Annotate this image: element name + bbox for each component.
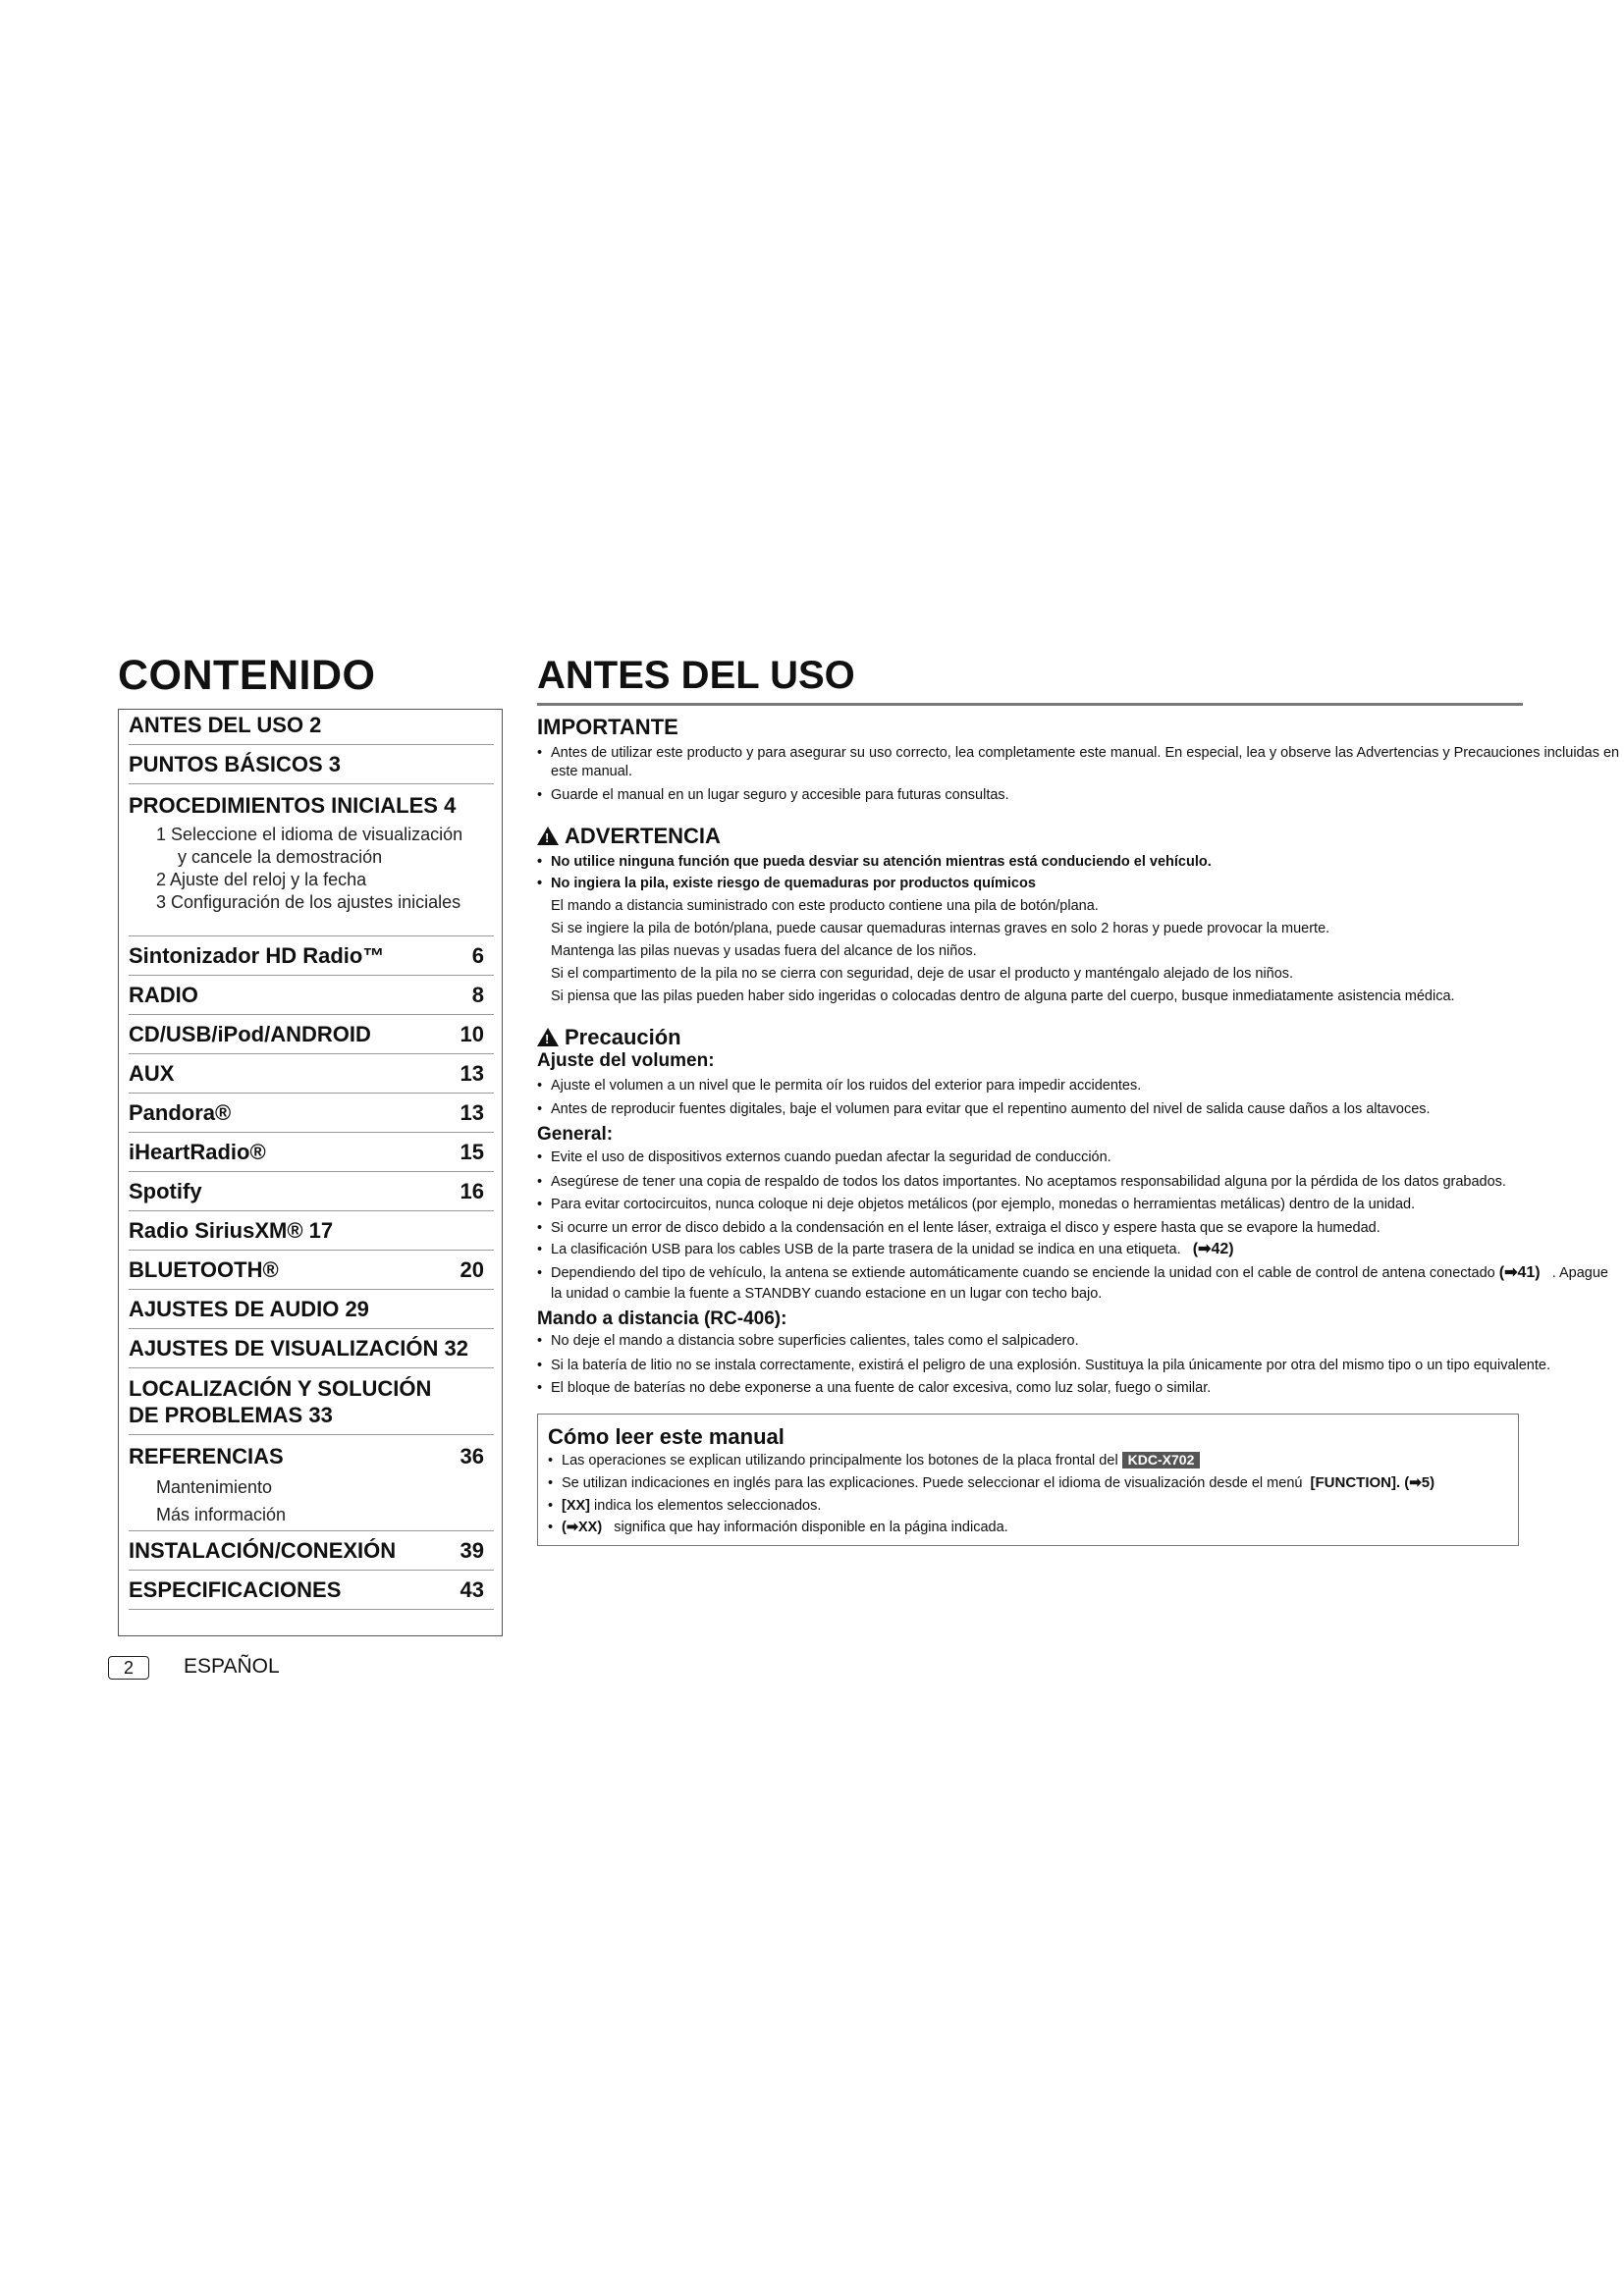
toc-item-label: AJUSTES DE VISUALIZACIÓN 32 [129,1336,468,1361]
how-to-read-box [537,1414,1519,1546]
general-heading: General: [537,1124,614,1145]
general-text: La clasificación USB para los cables USB de la parte trasera de la unidad se indica en una etiqueta. [551,1242,1181,1257]
how-to-read-line [548,1519,1008,1536]
general-text: Dependiendo del tipo de vehículo, la antena se extiende automáticamente cuando se enciende la unidad con el cable de control de antena conectado [551,1265,1495,1281]
importante-text: Guarde el manual en un lugar seguro y accesible para futuras consultas. [551,787,1009,803]
toc-item-label-line2: DE PROBLEMAS 33 [129,1403,333,1427]
advertencia-line: Mantenga las pilas nuevas y usadas fuera del alcance de los niños. [551,943,977,959]
toc-item-siriusxm[interactable] [129,1210,494,1251]
toc-item-label: ESPECIFICACIONES [129,1577,342,1602]
mando-text: No deje el mando a distancia sobre superficies calientes, tales como el salpicadero. [551,1333,1079,1349]
toc-subitem[interactable]: Más información [156,1505,287,1524]
toc-item-label: AJUSTES DE AUDIO 29 [129,1297,369,1321]
toc-item-page: 36 [460,1444,484,1468]
advertencia-line: Si se ingiere la pila de botón/plana, puede causar quemaduras internas graves en solo 2 horas y puede provocar la muerte. [551,921,1330,936]
toc-item-referencias[interactable] [129,1434,494,1531]
toc-item-aux[interactable] [129,1053,494,1094]
toc-box [118,709,503,1636]
general-line: la unidad o cambie la fuente a STANDBY cuando estacione en un lugar con techo bajo. [551,1286,1103,1302]
caution-icon [537,1028,559,1046]
toc-item-page: 20 [460,1257,484,1282]
toc-item-bluetooth[interactable] [129,1250,494,1290]
warning-icon [537,827,559,845]
toc-item-page: 39 [460,1538,484,1563]
mando-text: Si la batería de litio no se instala correctamente, existirá el peligro de una explosión. Sustituya la pila únicamente por otra del mismo tipo o un tipo equivalente. [551,1358,1550,1373]
toc-subitem: y cancele la demostración [178,847,383,867]
how-to-read-line [548,1497,821,1515]
toc-item-label: Spotify [129,1179,202,1203]
advertencia-line: El mando a distancia suministrado con este producto contiene una pila de botón/plana. [551,898,1099,914]
toc-subitem[interactable]: 1 Seleccione el idioma de visualización [156,825,463,844]
importante-line [537,786,1009,804]
toc-item-label: INSTALACIÓN/CONEXIÓN [129,1538,397,1563]
precaucion-heading [537,1025,681,1050]
mando-line [537,1379,1211,1397]
toc-subitem[interactable]: 2 Ajuste del reloj y la fecha [156,870,367,889]
toc-item-iheartradio[interactable] [129,1132,494,1172]
toc-item-hd-radio[interactable] [129,935,494,976]
how-to-read-text: Las operaciones se explican utilizando principalmente los botones de la placa frontal del [562,1453,1118,1468]
general-line [537,1264,1608,1282]
toc-item-pandora[interactable] [129,1093,494,1133]
page-language: ESPAÑOL [184,1655,280,1678]
volumen-line [537,1077,1141,1095]
toc-subitem[interactable]: Mantenimiento [156,1477,273,1497]
precaucion-label: Precaución [565,1025,681,1049]
toc-item-page: 13 [460,1061,484,1086]
advertencia-heading [537,824,721,849]
volumen-text: Antes de reproducir fuentes digitales, baje el volumen para evitar que el repentino aumento del nivel de salida cause daños a los altavoces. [551,1101,1431,1117]
toc-item-page: 43 [460,1577,484,1602]
toc-item-page: 8 [471,983,484,1007]
importante-line: este manual. [551,764,633,779]
general-line [537,1219,1380,1237]
model-badge: KDC-X702 [1122,1452,1201,1468]
title-divider [537,703,1523,706]
advertencia-text: No utilice ninguna función que pueda desviar su atención mientras está conduciendo el vehículo. [551,854,1212,870]
advertencia-text: No ingiera la pila, existe riesgo de quemaduras por productos químicos [551,876,1036,891]
toc-item-problemas[interactable] [129,1367,494,1435]
general-text: Evite el uso de dispositivos externos cuando puedan afectar la seguridad de conducción. [551,1149,1111,1165]
toc-item-cd-usb[interactable] [129,1014,494,1054]
advertencia-line: Si el compartimento de la pila no se cierra con seguridad, deje de usar el producto y manténgalo alejado de los niños. [551,966,1294,982]
function-key: [FUNCTION]. [1310,1474,1401,1491]
page-number: 2 [108,1656,149,1680]
how-to-read-text: indica los elementos seleccionados. [594,1498,822,1514]
importante-heading: IMPORTANTE [537,715,678,739]
how-to-read-line [548,1474,1435,1492]
toc-item-label: PROCEDIMIENTOS INICIALES 4 [129,793,457,818]
general-line [537,1241,1234,1258]
page-reference[interactable]: (➡41) [1498,1264,1541,1281]
toc-title: CONTENIDO [118,652,376,699]
toc-item-label: REFERENCIAS [129,1444,284,1468]
importante-line [537,744,1619,762]
toc-item-page: 10 [460,1022,484,1046]
toc-item-label: Sintonizador HD Radio™ [129,943,385,968]
volumen-text: Ajuste el volumen a un nivel que le permita oír los ruidos del exterior para impedir accidentes. [551,1078,1142,1094]
how-to-read-text: significa que hay información disponible en la página indicada. [614,1520,1008,1535]
toc-item-label: Pandora® [129,1100,232,1125]
advertencia-bold-line [537,875,1036,892]
page-title: ANTES DEL USO [537,654,855,697]
toc-item-label: iHeartRadio® [129,1140,266,1164]
volumen-heading: Ajuste del volumen: [537,1050,715,1071]
volumen-line [537,1100,1431,1118]
general-line [537,1196,1415,1213]
general-text: Si ocurre un error de disco debido a la condensación en el lente láser, extraiga el disco y espere hasta que se evapore la humedad. [551,1220,1380,1236]
toc-item-radio[interactable] [129,975,494,1015]
toc-item-spotify[interactable] [129,1171,494,1211]
toc-item-label: ANTES DEL USO 2 [129,713,322,737]
toc-item-label-line1: LOCALIZACIÓN Y SOLUCIÓN [129,1376,432,1401]
toc-item-page: 6 [471,943,484,968]
page-reference[interactable]: (➡42) [1192,1241,1234,1257]
toc-item-visualizacion[interactable] [129,1328,494,1368]
toc-item-label [129,1375,431,1428]
importante-text: Antes de utilizar este producto y para asegurar su uso correcto, lea completamente este manual. En especial, lea y observe las Advertencias y Precauciones incluidas en [551,745,1620,761]
toc-subitem[interactable]: 3 Configuración de los ajustes iniciales [156,892,461,912]
general-line [537,1173,1506,1191]
toc-item-label: RADIO [129,983,198,1007]
toc-item-label: BLUETOOTH® [129,1257,279,1282]
toc-item-label: PUNTOS BÁSICOS 3 [129,752,341,776]
toc-item-antes-del-uso[interactable] [129,710,494,745]
how-to-read-line [548,1452,1200,1469]
general-text: . Apague [1551,1265,1608,1281]
toc-item-label: Radio SiriusXM® 17 [129,1218,334,1243]
advertencia-line: Si piensa que las pilas pueden haber sido ingeridas o colocadas dentro de alguna parte del cuerpo, busque inmediatamente asistencia médica. [551,988,1455,1004]
toc-item-page: 13 [460,1100,484,1125]
toc-item-page: 16 [460,1179,484,1203]
general-text: Para evitar cortocircuitos, nunca coloque ni deje objetos metálicos (por ejemplo, monedas o herramientas metálicas) dentro de la unidad. [551,1197,1416,1212]
toc-item-procedimientos[interactable] [129,783,494,936]
ref-notation: (➡XX) [562,1520,603,1535]
toc-item-label: AUX [129,1061,175,1086]
general-text: Asegúrese de tener una copia de respaldo de todos los datos importantes. No aceptamos responsabilidad alguna por la pérdida de los datos grabados. [551,1174,1506,1190]
toc-item-puntos-basicos[interactable] [129,744,494,784]
mando-heading: Mando a distancia (RC-406): [537,1308,787,1329]
toc-item-audio[interactable] [129,1289,494,1329]
toc-item-label: CD/USB/iPod/ANDROID [129,1022,371,1046]
toc-item-especificaciones[interactable] [129,1570,494,1610]
advertencia-label: ADVERTENCIA [565,824,721,848]
mando-line [537,1357,1550,1374]
toc-item-page: 15 [460,1140,484,1164]
page-reference[interactable]: (➡5) [1404,1474,1435,1491]
mando-line [537,1332,1079,1350]
general-line [537,1148,1111,1166]
advertencia-bold-line [537,853,1212,871]
toc-item-instalacion[interactable] [129,1530,494,1571]
how-to-read-text: Se utilizan indicaciones en inglés para las explicaciones. Puede seleccionar el idioma de visualización desde el menú [562,1475,1303,1491]
key-notation: [XX] [562,1498,590,1514]
mando-text: El bloque de baterías no debe exponerse a una fuente de calor excesiva, como luz solar, fuego o similar. [551,1380,1212,1396]
how-to-read-heading: Cómo leer este manual [548,1424,785,1449]
